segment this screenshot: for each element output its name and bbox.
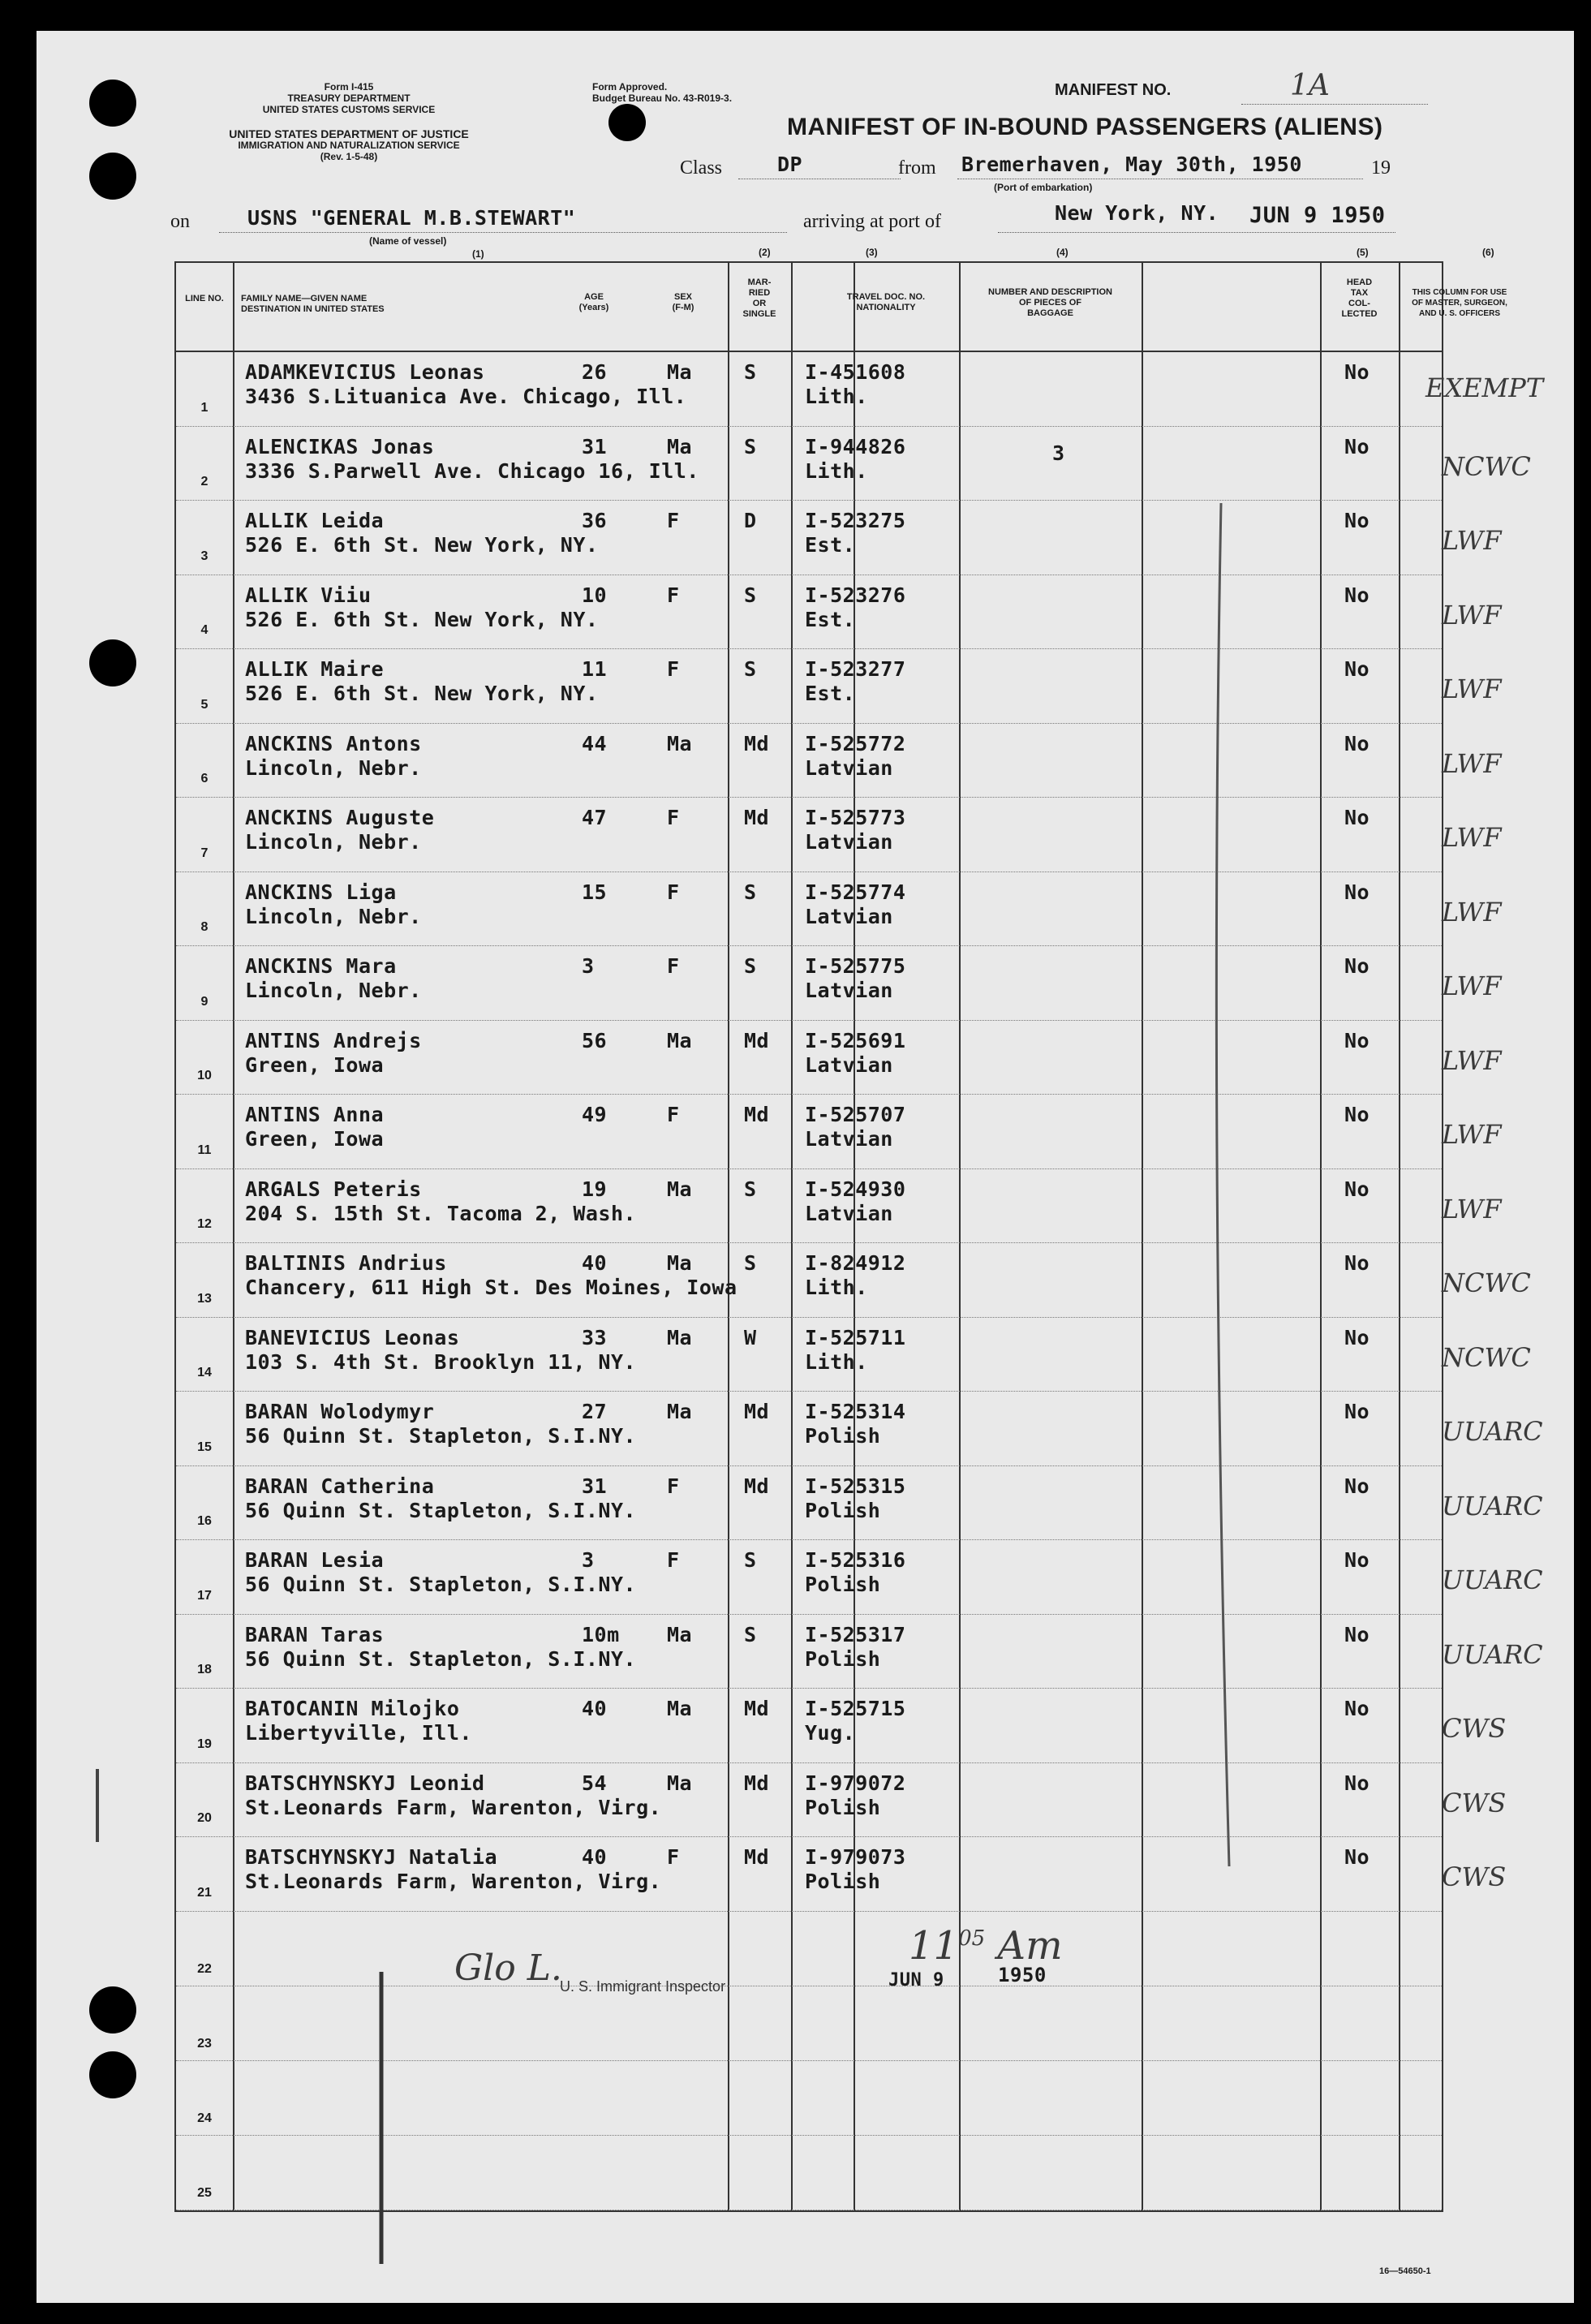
col-header-baggage: NUMBER AND DESCRIPTION OF PIECES OF BAGGAGE	[988, 287, 1112, 318]
officer-note: LWF	[1442, 747, 1502, 779]
passenger-name: ALLIK Maire	[245, 657, 385, 681]
passenger-destination: Chancery, 611 High St. Des Moines, Iowa	[245, 1276, 737, 1299]
travel-doc-number: I-523275	[805, 509, 906, 532]
line-number: 9	[200, 994, 209, 1009]
class-value: DP	[777, 153, 803, 176]
passenger-sex: F	[667, 1548, 680, 1572]
marital-status: S	[744, 1251, 757, 1275]
col-header-line: LINE NO.	[185, 294, 224, 303]
marital-status: S	[744, 657, 757, 681]
passenger-age: 44	[582, 731, 608, 755]
passenger-sex: Ma	[667, 1771, 693, 1795]
passenger-sex: F	[667, 583, 680, 607]
passenger-sex: F	[667, 1845, 680, 1869]
line-number: 12	[197, 1217, 212, 1231]
officer-note: LWF	[1442, 896, 1502, 927]
head-tax-collected: No	[1344, 731, 1370, 755]
passenger-age: 40	[582, 1697, 608, 1720]
passenger-destination: 3336 S.Parwell Ave. Chicago 16, Ill.	[245, 458, 699, 483]
head-tax-collected: No	[1344, 1325, 1370, 1349]
line-number: 21	[197, 1885, 212, 1900]
line-number: 1	[200, 400, 209, 415]
line-number: 14	[197, 1366, 212, 1379]
officer-note: CWS	[1442, 1787, 1507, 1818]
line-number: 18	[197, 1663, 212, 1676]
inspector-stamp-year: 1950	[998, 1964, 1047, 1986]
travel-doc-number: I-523276	[805, 583, 906, 607]
passenger-destination: 526 E. 6th St. New York, NY.	[245, 682, 599, 705]
passenger-name: ANCKINS Auguste	[245, 806, 435, 829]
travel-doc-number: I-525772	[805, 731, 906, 755]
line-number: 7	[200, 846, 209, 860]
passenger-sex: Ma	[667, 1325, 693, 1349]
handwritten-time: $11^{05}$ Am	[909, 1923, 1063, 1969]
col-header-age: AGE (Years)	[578, 292, 609, 312]
nationality: Polish	[805, 1498, 881, 1522]
travel-doc-number: I-824912	[805, 1251, 906, 1275]
marital-status: Md	[744, 1845, 770, 1869]
passenger-sex: Ma	[667, 434, 693, 458]
nationality: Lith.	[805, 1276, 868, 1299]
nationality: Yug.	[805, 1721, 856, 1745]
marital-status: S	[744, 954, 757, 978]
form-footer-number: 16—54650-1	[1379, 2266, 1431, 2276]
passenger-name: BARAN Lesia	[245, 1548, 385, 1572]
form-number: Form I-415	[324, 81, 374, 93]
passenger-name: BARAN Wolodymyr	[245, 1400, 435, 1423]
travel-doc-number: I-451608	[805, 360, 906, 384]
revision: (Rev. 1-5-48)	[320, 151, 378, 162]
nationality: Latvian	[805, 1127, 893, 1151]
passenger-name: ALLIK Leida	[245, 509, 385, 532]
passenger-age: 47	[582, 806, 608, 829]
travel-doc-number: I-523277	[805, 657, 906, 681]
passenger-age: 15	[582, 880, 608, 904]
dept-name: TREASURY DEPARTMENT	[287, 93, 411, 104]
justice-name: UNITED STATES DEPARTMENT OF JUSTICE	[229, 127, 469, 140]
passenger-sex: Ma	[667, 1400, 693, 1423]
passenger-age: 40	[582, 1251, 608, 1275]
line-number: 2	[200, 475, 209, 488]
passenger-name: BARAN Taras	[245, 1622, 385, 1646]
passenger-destination: Green, Iowa	[245, 1052, 385, 1077]
officer-note: LWF	[1442, 674, 1502, 704]
passenger-name: ARGALS Peteris	[245, 1177, 422, 1201]
passenger-destination: 56 Quinn St. Stapleton, S.I.NY.	[245, 1424, 637, 1448]
passenger-sex: F	[667, 954, 680, 978]
passenger-sex: Ma	[667, 1028, 693, 1052]
arriving-label: arriving at port of	[803, 211, 941, 232]
travel-doc-number: I-525773	[805, 806, 906, 829]
line-number: 3	[200, 549, 209, 563]
travel-doc-number: I-525707	[805, 1103, 906, 1126]
nationality: Lith.	[805, 458, 868, 483]
passenger-destination: 3436 S.Lituanica Ave. Chicago, Ill.	[245, 385, 687, 408]
officer-note: CWS	[1442, 1861, 1507, 1892]
passenger-name: ANTINS Andrejs	[245, 1028, 422, 1052]
inspector-stamp-date: JUN 9	[888, 1970, 944, 1990]
head-tax-collected: No	[1344, 880, 1370, 904]
passenger-age: 10	[582, 583, 608, 607]
passenger-sex: F	[667, 657, 680, 681]
nationality: Polish	[805, 1424, 881, 1448]
head-tax-collected: No	[1344, 806, 1370, 829]
passenger-age: 26	[582, 360, 608, 384]
travel-doc-number: I-525715	[805, 1697, 906, 1720]
passenger-destination: 103 S. 4th St. Brooklyn 11, NY.	[245, 1349, 637, 1374]
passenger-age: 10m	[582, 1622, 620, 1646]
officer-note: LWF	[1442, 1119, 1502, 1150]
marital-status: S	[744, 1622, 757, 1646]
passenger-sex: F	[667, 1474, 680, 1498]
officer-note: LWF	[1442, 822, 1502, 853]
travel-doc-number: I-525317	[805, 1622, 906, 1646]
passenger-destination: Green, Iowa	[245, 1127, 385, 1151]
vessel-caption: (Name of vessel)	[369, 235, 447, 247]
passenger-age: 31	[582, 1474, 608, 1498]
port-caption: (Port of embarkation)	[994, 182, 1093, 193]
passenger-sex: Ma	[667, 1622, 693, 1646]
col-1-number: (1)	[472, 248, 484, 260]
officer-note: LWF	[1442, 1193, 1502, 1224]
passenger-destination: 56 Quinn St. Stapleton, S.I.NY.	[245, 1573, 637, 1596]
line-number: 24	[197, 2111, 212, 2125]
passenger-name: BATOCANIN Milojko	[245, 1697, 460, 1720]
passenger-sex: F	[667, 509, 680, 532]
travel-doc-number: I-979072	[805, 1771, 906, 1795]
nationality: Latvian	[805, 1201, 893, 1225]
line-number: 19	[197, 1737, 212, 1751]
passenger-age: 27	[582, 1400, 608, 1423]
line-number: 16	[197, 1514, 212, 1528]
travel-doc-number: I-525316	[805, 1548, 906, 1572]
baggage-count: 3	[1052, 441, 1065, 465]
officer-note: UUARC	[1442, 1638, 1543, 1670]
col-5-number: (5)	[1357, 247, 1369, 258]
passenger-age: 31	[582, 434, 608, 458]
nationality: Polish	[805, 1646, 881, 1671]
head-tax-collected: No	[1344, 954, 1370, 978]
passenger-name: BANEVICIUS Leonas	[245, 1325, 460, 1349]
nationality: Polish	[805, 1573, 881, 1596]
marital-status: Md	[744, 1474, 770, 1498]
line-number: 10	[197, 1069, 212, 1082]
ins-name: IMMIGRATION AND NATURALIZATION SERVICE	[238, 140, 460, 151]
head-tax-collected: No	[1344, 1548, 1370, 1572]
head-tax-collected: No	[1344, 583, 1370, 607]
passenger-destination: 56 Quinn St. Stapleton, S.I.NY.	[245, 1498, 637, 1522]
head-tax-collected: No	[1344, 1028, 1370, 1052]
col-3-number: (3)	[866, 247, 878, 258]
passenger-sex: F	[667, 1103, 680, 1126]
officer-note: NCWC	[1442, 1341, 1531, 1373]
line-number: 8	[200, 920, 209, 934]
passenger-sex: Ma	[667, 731, 693, 755]
passenger-name: ALENCIKAS Jonas	[245, 434, 435, 458]
passenger-sex: Ma	[667, 1251, 693, 1275]
inspector-label: U. S. Immigrant Inspector	[560, 1978, 726, 1995]
officer-note: CWS	[1442, 1713, 1507, 1744]
marital-status: Md	[744, 731, 770, 755]
handwritten-mark	[1216, 503, 1229, 1866]
line-number: 22	[197, 1961, 212, 1976]
nationality: Latvian	[805, 830, 893, 854]
marital-status: D	[744, 509, 757, 532]
line-number: 5	[200, 697, 209, 712]
passenger-destination: Lincoln, Nebr.	[245, 830, 422, 854]
passenger-name: BATSCHYNSKYJ Natalia	[245, 1845, 498, 1869]
passenger-sex: F	[667, 880, 680, 904]
passenger-destination: Lincoln, Nebr.	[245, 979, 422, 1002]
passenger-age: 49	[582, 1103, 608, 1126]
head-tax-collected: No	[1344, 1474, 1370, 1498]
col-6-number: (6)	[1482, 247, 1494, 258]
head-tax-collected: No	[1344, 1771, 1370, 1795]
passenger-name: ANTINS Anna	[245, 1103, 385, 1126]
nationality: Est.	[805, 533, 856, 557]
nationality: Lith.	[805, 385, 868, 408]
marital-status: S	[744, 1177, 757, 1201]
service-name: UNITED STATES CUSTOMS SERVICE	[262, 104, 436, 115]
head-tax-collected: No	[1344, 1177, 1370, 1201]
travel-doc-number: I-525711	[805, 1325, 906, 1349]
marital-status: S	[744, 880, 757, 904]
passenger-sex: F	[667, 806, 680, 829]
line-number: 25	[197, 2186, 212, 2200]
from-label: from	[898, 157, 936, 179]
line-number: 15	[197, 1440, 212, 1454]
passenger-name: ADAMKEVICIUS Leonas	[245, 360, 485, 384]
marital-status: Md	[744, 1771, 770, 1795]
marital-status: S	[744, 360, 757, 384]
approval-line-2: Budget Bureau No. 43-R019-3.	[592, 93, 733, 104]
travel-doc-number: I-944826	[805, 434, 906, 458]
officer-note: UUARC	[1442, 1564, 1543, 1595]
officer-note: UUARC	[1442, 1490, 1543, 1521]
passenger-destination: Libertyville, Ill.	[245, 1721, 472, 1745]
arrival-port: New York, NY.	[1055, 201, 1219, 225]
col-2-number: (2)	[759, 247, 771, 258]
officer-note: LWF	[1442, 599, 1502, 630]
nationality: Est.	[805, 607, 856, 631]
passenger-age: 40	[582, 1845, 608, 1869]
port-of-embarkation: Bremerhaven, May 30th, 1950	[961, 153, 1302, 176]
passenger-name: BARAN Catherina	[245, 1474, 435, 1498]
col-header-travel-doc: TRAVEL DOC. NO. NATIONALITY	[846, 292, 926, 312]
passenger-sex: Ma	[667, 1697, 693, 1720]
approval-line-1: Form Approved.	[592, 81, 668, 93]
officer-note: NCWC	[1442, 1267, 1531, 1298]
class-label: Class	[680, 157, 723, 179]
passenger-destination: 526 E. 6th St. New York, NY.	[245, 607, 599, 631]
col-header-officers: THIS COLUMN FOR USE OF MASTER, SURGEON, AND U. S. OFFICERS	[1412, 288, 1507, 318]
manifest-no-value: 1A	[1290, 69, 1330, 102]
head-tax-collected: No	[1344, 360, 1370, 384]
head-tax-collected: No	[1344, 1251, 1370, 1275]
marital-status: S	[744, 1548, 757, 1572]
nationality: Polish	[805, 1795, 881, 1819]
head-tax-collected: No	[1344, 1845, 1370, 1869]
passenger-destination: 56 Quinn St. Stapleton, S.I.NY.	[245, 1646, 637, 1671]
line-number: 6	[200, 772, 209, 785]
nationality: Lith.	[805, 1349, 868, 1374]
marital-status: Md	[744, 1028, 770, 1052]
officer-note: UUARC	[1442, 1416, 1543, 1447]
marital-status: Md	[744, 1103, 770, 1126]
travel-doc-number: I-525691	[805, 1028, 906, 1052]
nationality: Polish	[805, 1870, 881, 1893]
passenger-name: ALLIK Viiu	[245, 583, 372, 607]
inspector-signature: Glo L.	[454, 1947, 562, 1989]
passenger-destination: St.Leonards Farm, Warenton, Virg.	[245, 1795, 662, 1819]
line-number: 23	[197, 2036, 212, 2051]
line-number: 4	[200, 623, 209, 637]
passenger-name: ANCKINS Antons	[245, 731, 422, 755]
manifest-no-label: MANIFEST NO.	[1055, 81, 1172, 99]
page-title: MANIFEST OF IN-BOUND PASSENGERS (ALIENS)	[787, 114, 1383, 140]
vessel-name: USNS "GENERAL M.B.STEWART"	[247, 206, 576, 230]
travel-doc-number: I-525314	[805, 1400, 906, 1423]
officer-note: NCWC	[1442, 450, 1531, 482]
col-header-sex: SEX (F-M)	[672, 292, 694, 312]
travel-doc-number: I-524930	[805, 1177, 906, 1201]
passenger-age: 11	[582, 657, 608, 681]
marital-status: Md	[744, 1400, 770, 1423]
passenger-age: 19	[582, 1177, 608, 1201]
passenger-sex: Ma	[667, 360, 693, 384]
marital-status: S	[744, 583, 757, 607]
marital-status: Md	[744, 806, 770, 829]
travel-doc-number: I-979073	[805, 1845, 906, 1869]
officer-note: LWF	[1442, 970, 1502, 1001]
travel-doc-number: I-525315	[805, 1474, 906, 1498]
line-number: 13	[197, 1291, 212, 1306]
officer-note: EXEMPT	[1425, 372, 1544, 403]
marital-status: Md	[744, 1697, 770, 1720]
head-tax-collected: No	[1344, 657, 1370, 681]
on-label: on	[170, 211, 190, 232]
year-prefix: 19	[1371, 157, 1391, 179]
passenger-name: ANCKINS Liga	[245, 880, 397, 904]
marital-status: W	[744, 1325, 757, 1349]
passenger-destination: 204 S. 15th St. Tacoma 2, Wash.	[245, 1201, 637, 1225]
head-tax-collected: No	[1344, 509, 1370, 532]
marital-status: S	[744, 434, 757, 458]
passenger-age: 36	[582, 509, 608, 532]
nationality: Latvian	[805, 979, 893, 1002]
nationality: Latvian	[805, 1052, 893, 1077]
head-tax-collected: No	[1344, 1103, 1370, 1126]
head-tax-collected: No	[1344, 1697, 1370, 1720]
line-number: 17	[197, 1588, 212, 1603]
passenger-name: BALTINIS Andrius	[245, 1251, 447, 1275]
officer-note: LWF	[1442, 525, 1502, 556]
passenger-age: 54	[582, 1771, 608, 1795]
passenger-age: 3	[582, 1548, 595, 1572]
head-tax-collected: No	[1344, 1622, 1370, 1646]
head-tax-collected: No	[1344, 1400, 1370, 1423]
passenger-destination: Lincoln, Nebr.	[245, 904, 422, 928]
passenger-sex: Ma	[667, 1177, 693, 1201]
passenger-name: ANCKINS Mara	[245, 954, 397, 978]
officer-note: LWF	[1442, 1044, 1502, 1076]
nationality: Est.	[805, 682, 856, 705]
passenger-destination: 526 E. 6th St. New York, NY.	[245, 533, 599, 557]
passenger-destination: St.Leonards Farm, Warenton, Virg.	[245, 1870, 662, 1893]
passenger-name: BATSCHYNSKYJ Leonid	[245, 1771, 485, 1795]
line-number: 20	[197, 1811, 212, 1825]
nationality: Latvian	[805, 904, 893, 928]
col-header-name: FAMILY NAME—GIVEN NAME DESTINATION IN UNITED STATES	[241, 294, 385, 314]
passenger-age: 3	[582, 954, 595, 978]
col-header-head-tax: HEAD TAX COL- LECTED	[1341, 278, 1378, 319]
nationality: Latvian	[805, 755, 893, 780]
passenger-age: 33	[582, 1325, 608, 1349]
arrival-date: JUN 9 1950	[1249, 203, 1386, 228]
travel-doc-number: I-525775	[805, 954, 906, 978]
line-number: 11	[197, 1143, 212, 1157]
col-header-married: MAR- RIED OR SINGLE	[742, 278, 776, 319]
passenger-age: 56	[582, 1028, 608, 1052]
travel-doc-number: I-525774	[805, 880, 906, 904]
passenger-destination: Lincoln, Nebr.	[245, 755, 422, 780]
head-tax-collected: No	[1344, 434, 1370, 458]
col-4-number: (4)	[1056, 247, 1069, 258]
